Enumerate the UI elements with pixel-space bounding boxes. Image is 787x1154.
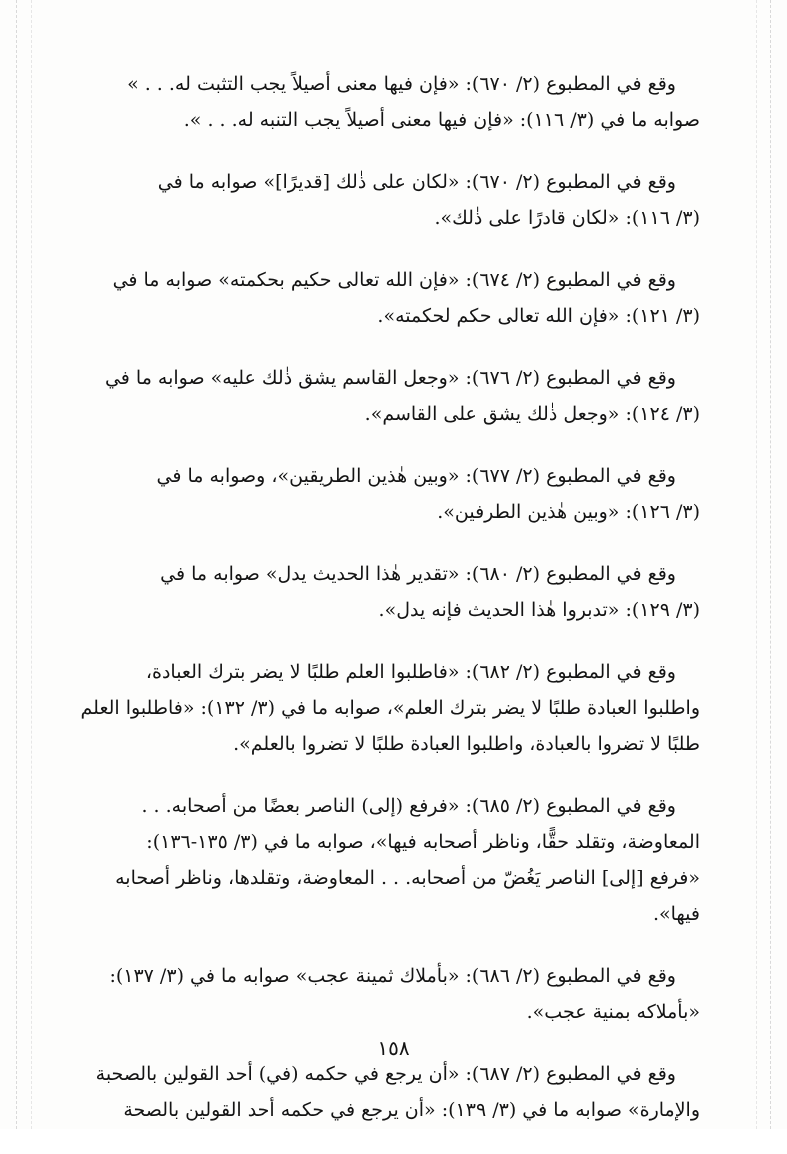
errata-entry (80, 458, 700, 530)
scan-margin-line-left-inner (31, 0, 32, 1129)
entry-line: «فرفع [إلى] الناصر يَغُضّ من أصحابه. . . المعاوضة، وتقلدها، وناظر أصحابه (115, 867, 700, 889)
entry-line: (٣/ ١١٦): «لكان قادرًا على ذٰلك». (434, 207, 700, 229)
errata-entry (80, 262, 700, 334)
entry-line: «بأملاكه بمنية عجب». (526, 1001, 700, 1023)
entry-line: وقع في المطبوع (٢/ ٦٧٠): «فإن فيها معنى أصيلاً يجب التثبت له. . . » (127, 73, 676, 95)
entry-line: (٣/ ١٢٦): «وبين هٰذين الطرفين». (437, 501, 700, 523)
entry-line: طلبًا لا تضروا بالعبادة، واطلبوا العبادة طلبًا لا تضروا بالعلم». (233, 733, 700, 755)
page-number: ١٥٨ (377, 1036, 410, 1060)
errata-entry (80, 1056, 700, 1128)
entry-line: وقع في المطبوع (٢/ ٦٧٠): «لكان على ذٰلك [قديرًا]» صوابه ما في (157, 171, 676, 193)
scan-margin-line-right-outer (770, 0, 771, 1129)
entry-line: صوابه ما في (٣/ ١١٦): «فإن فيها معنى أصيلاً يجب التنبه له. . . ». (183, 109, 700, 131)
errata-entry (80, 164, 700, 236)
entry-line: وقع في المطبوع (٢/ ٦٨٢): «فاطلبوا العلم طلبًا لا يضر بترك العبادة، (145, 661, 676, 683)
scan-margin-line-left-outer (16, 0, 17, 1129)
errata-entry (80, 556, 700, 628)
entry-line: وقع في المطبوع (٢/ ٦٧٦): «وجعل القاسم يشق ذٰلك عليه» صوابه ما في (104, 367, 676, 389)
errata-text-block (80, 66, 700, 1154)
entry-line: واطلبوا العبادة طلبًا لا يضر بترك العلم»، صوابه ما في (٣/ ١٣٢): «فاطلبوا العلم (80, 697, 700, 719)
entry-line: وقع في المطبوع (٢/ ٦٨٦): «بأملاك ثمينة عجب» صوابه ما في (٣/ ١٣٧): (109, 965, 676, 987)
entry-line: وقع في المطبوع (٢/ ٦٧٤): «فإن الله تعالى حكيم بحكمته» صوابه ما في (112, 269, 676, 291)
errata-entry (80, 654, 700, 762)
errata-entry (80, 66, 700, 138)
errata-entry (80, 360, 700, 432)
entry-line: وقع في المطبوع (٢/ ٦٨٠): «تقدير هٰذا الحديث يدل» صوابه ما في (160, 563, 676, 585)
entry-line: والإمارة» صوابه ما في (٣/ ١٣٩): «أن يرجع في حكمه أحد القولين بالصحة (123, 1099, 700, 1121)
errata-entry (80, 958, 700, 1030)
errata-entry (80, 788, 700, 932)
entry-line: وقع في المطبوع (٢/ ٦٧٧): «وبين هٰذين الطريقين»، وصوابه ما في (156, 465, 676, 487)
entry-line: (٣/ ١٢٤): «وجعل ذٰلك يشق على القاسم». (364, 403, 700, 425)
entry-line: وقع في المطبوع (٢/ ٦٨٥): «فرفع (إلى) الناصر بعضًا من أصحابه. . . (141, 795, 676, 817)
entry-line: فيها». (652, 903, 700, 925)
scan-margin-line-right-inner (756, 0, 757, 1129)
entry-line: (٣/ ١٢٩): «تدبروا هٰذا الحديث فإنه يدل». (378, 599, 700, 621)
entry-line: وقع في المطبوع (٢/ ٦٨٧): «أن يرجع في حكمه (في) أحد القولين بالصحبة (95, 1063, 676, 1085)
entry-line: (٣/ ١٢١): «فإن الله تعالى حكم لحكمته». (377, 305, 700, 327)
entry-line: المعاوضة، وتقلد حقًّا، وناظر أصحابه فيها»، صوابه ما في (٣/ ١٣٥-١٣٦): (146, 831, 700, 853)
